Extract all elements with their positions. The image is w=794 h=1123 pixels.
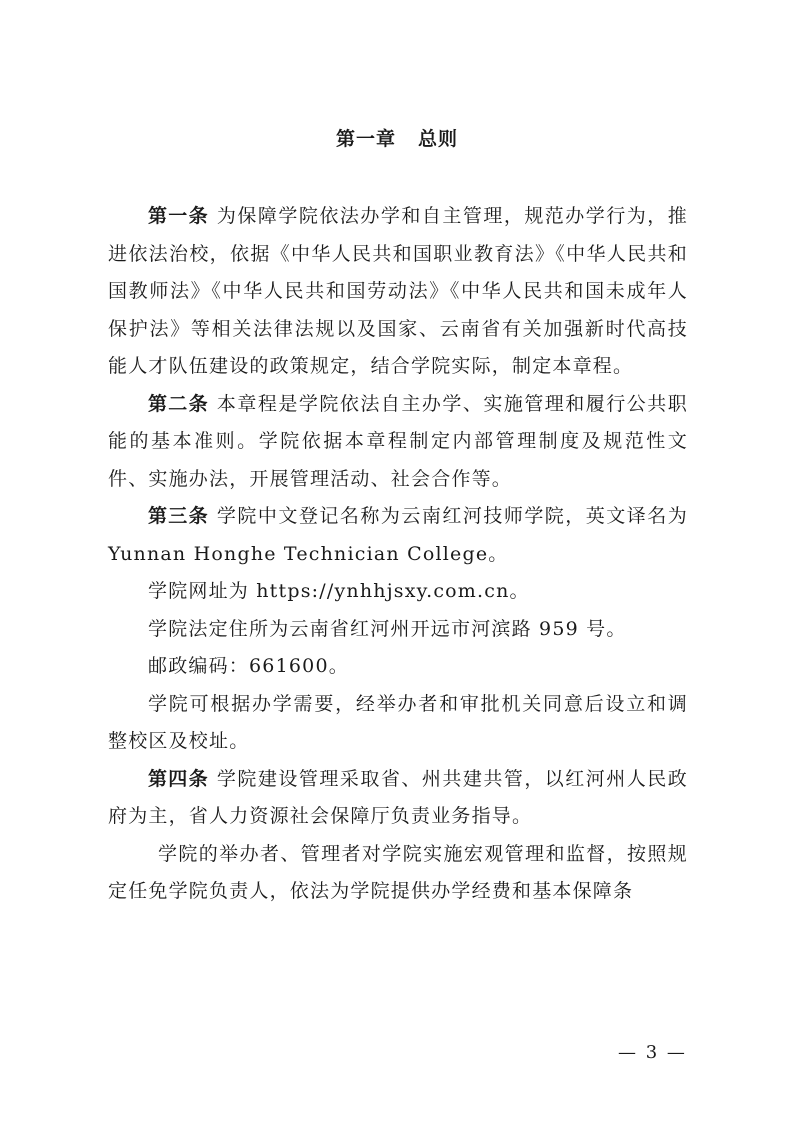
chapter-name: 总则 (418, 128, 459, 150)
document-body (108, 198, 688, 911)
postcode-paragraph: 邮政编码：661600。 (148, 655, 349, 677)
article-1 (108, 198, 688, 386)
article-1-text: 为保障学院依法办学和自主管理，规范办学行为，推进依法治校，依据《中华人民共和国职业教育法》《中华人民共和国教师法》《中华人民共和国劳动法》《中华人民共和国未成年人保护法》等相关法律法规以及国家、云南省有关加强新时代高技能人才队伍建设的政策规定，结合学院实际，制定本章程。 (108, 205, 688, 377)
article-2-label: 第二条 (148, 392, 209, 415)
article-3 (108, 498, 688, 573)
article-4-label: 第四条 (148, 767, 209, 790)
article-2 (108, 386, 688, 499)
article-3-label: 第三条 (148, 505, 209, 527)
closing-paragraph: 学院的举办者、管理者对学院实施宏观管理和监督，按照规定任免学院负责人，依法为学院提供办学经费和基本保障条 (108, 842, 688, 902)
chapter-number: 第一章 (335, 128, 396, 150)
article-3-text: 学院中文登记名称为云南红河技师学院，英文译名为 Yunnan Honghe Technician College。 (108, 505, 688, 565)
campus-paragraph: 学院可根据办学需要，经举办者和审批机关同意后设立和调整校区及校址。 (108, 692, 688, 752)
website-paragraph: 学院网址为 https://ynhhjsxy.com.cn。 (148, 580, 530, 602)
article-4-text: 学院建设管理采取省、州共建共管，以红河州人民政府为主，省人力资源社会保障厅负责业务指导。 (108, 767, 688, 827)
page-number: — 3 — (618, 1042, 687, 1063)
article-2-text: 本章程是学院依法自主办学、实施管理和履行公共职能的基本准则。学院依据本章程制定内部管理制度及规范性文件、实施办法，开展管理活动、社会合作等。 (108, 392, 688, 490)
article-1-label: 第一条 (148, 205, 209, 227)
address-paragraph: 学院法定住所为云南省红河州开远市河滨路 959 号。 (148, 617, 627, 640)
article-4 (108, 761, 688, 836)
chapter-title (0, 124, 794, 151)
